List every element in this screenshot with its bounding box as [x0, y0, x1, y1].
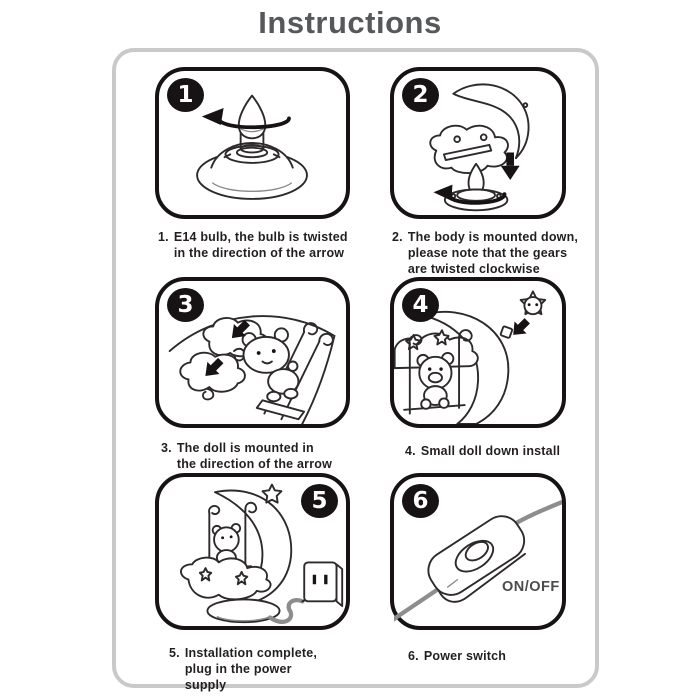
step-4-number: 4 [412, 292, 429, 318]
star-doll-icon [521, 291, 546, 314]
step-3-number-badge [167, 288, 204, 322]
caption-number: 4. [405, 444, 416, 458]
caption-number: 5. [169, 646, 180, 660]
wall-outlet-icon [304, 562, 342, 606]
step-1-caption [158, 229, 358, 261]
caption-number: 2. [392, 230, 403, 244]
caption-line: Installation complete, [184, 646, 318, 660]
caption-line: supply [184, 678, 227, 692]
step-5-panel [155, 473, 350, 630]
step-5-caption [169, 645, 364, 693]
step-6-caption [408, 648, 588, 664]
step-4-number-badge [402, 288, 439, 322]
assembled-lamp-icon [181, 485, 291, 623]
caption-line: Small doll down install [420, 444, 561, 458]
caption-line: the direction of the arrow [176, 457, 333, 471]
caption-line: are twisted clockwise [407, 262, 540, 276]
step-2-number: 2 [412, 82, 429, 108]
caption-line: plug in the power [184, 662, 292, 676]
caption-number: 6. [408, 649, 419, 663]
caption-line: please note that the gears [407, 246, 568, 260]
caption-line: in the direction of the arrow [173, 246, 345, 260]
caption-line: Power switch [423, 649, 507, 663]
step-3-panel [155, 277, 350, 428]
on-off-label: ON/OFF [502, 579, 560, 595]
step-5-number: 5 [311, 488, 328, 514]
step-2-number-badge [402, 78, 439, 112]
step-2-panel [390, 67, 566, 219]
step-1-panel [155, 67, 350, 219]
caption-number: 3. [161, 441, 172, 455]
step-6-number: 6 [412, 488, 429, 514]
caption-line: E14 bulb, the bulb is twisted [173, 230, 348, 244]
step-1-number: 1 [177, 82, 194, 108]
lamp-base-icon [197, 143, 307, 199]
caption-line: The body is mounted down, [407, 230, 579, 244]
step-6-panel [390, 473, 566, 630]
caption-number: 1. [158, 230, 169, 244]
step-6-number-badge [402, 484, 439, 518]
step-3-caption [161, 440, 361, 472]
step-2-caption [392, 229, 582, 277]
step-5-number-badge [301, 484, 338, 518]
step-3-number: 3 [177, 292, 194, 318]
step-4-panel [390, 277, 566, 428]
page-title: Instructions [258, 5, 442, 40]
caption-line: The doll is mounted in [176, 441, 314, 455]
step-4-caption [405, 443, 585, 459]
step-1-number-badge [167, 78, 204, 112]
swing-doll-icon [243, 323, 333, 419]
